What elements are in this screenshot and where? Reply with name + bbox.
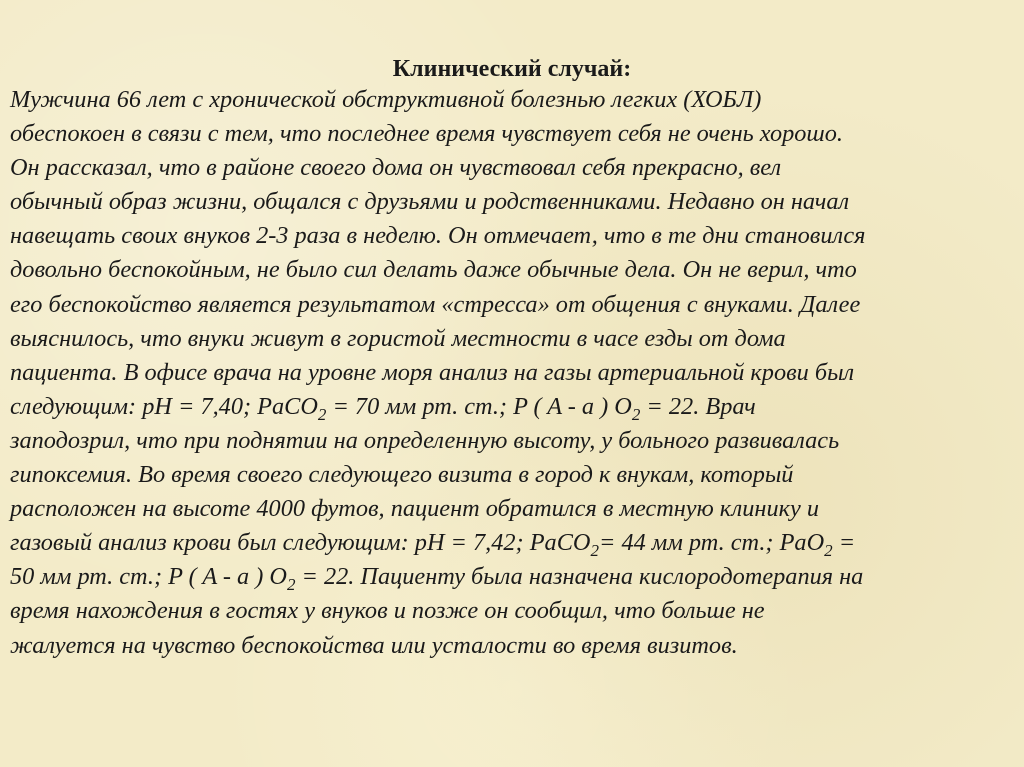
text-run: следующим: pH = 7,40; PaCO: [10, 392, 318, 420]
text-run: =: [832, 529, 856, 557]
text-run: 50 мм рт. ст.; P ( A - a ) O: [10, 563, 287, 591]
text-run: гипоксемия. Во время своего следующего визита в город к внукам, который: [10, 461, 794, 489]
text-run: = 44 мм рт. ст.; PaO: [598, 529, 825, 557]
text-line: [10, 322, 1014, 356]
text-line: [10, 151, 1014, 185]
subscript: 2: [286, 575, 296, 595]
text-run: = 22. Врач: [640, 392, 756, 420]
text-run: его беспокойство является результатом «стресса» от общения с внуками. Далее: [10, 290, 861, 318]
text-line: [10, 390, 1014, 424]
subscript: 2: [317, 404, 327, 424]
text-run: обычный образ жизни, общался с друзьями и родственниками. Недавно он начал: [10, 188, 850, 216]
text-line: [10, 117, 1014, 151]
text-line: [10, 185, 1014, 219]
text-line: [10, 458, 1014, 492]
text-line: [10, 526, 1014, 560]
text-line: [10, 424, 1014, 458]
text-line: [10, 253, 1014, 287]
text-line: [10, 219, 1014, 253]
text-run: = 22. Пациенту была назначена кислородотерапия на: [295, 563, 864, 591]
slide-title: Клинический случай:: [392, 56, 632, 82]
text-run: = 70 мм рт. ст.; P ( A - a ) O: [326, 392, 632, 420]
text-line: [10, 83, 1014, 117]
text-run: довольно беспокойным, не было сил делать даже обычные дела. Он не верил, что: [10, 256, 857, 284]
text-run: расположен на высоте 4000 футов, пациент обратился в местную клинику и: [10, 495, 819, 523]
text-run: Мужчина 66 лет с хронической обструктивной болезнью легких (ХОБЛ): [10, 86, 762, 113]
subscript: 2: [631, 404, 641, 424]
text-run: пациента. В офисе врача на уровне моря анализ на газы артериальной крови был: [10, 358, 855, 386]
text-run: жалуется на чувство беспокойства или усталости во время визитов.: [10, 631, 738, 659]
text-line: [10, 288, 1014, 322]
text-run: Он рассказал, что в районе своего дома он чувствовал себя прекрасно, вел: [10, 154, 782, 182]
text-line: [10, 356, 1014, 390]
case-description: [10, 83, 1014, 663]
text-run: время нахождения в гостях у внуков и позже он сообщил, что больше не: [10, 597, 765, 625]
text-line: [10, 560, 1014, 594]
text-run: газовый анализ крови был следующим: pH = 7,42; PaCO: [10, 529, 591, 557]
text-line: [10, 492, 1014, 526]
text-run: выяснилось, что внуки живут в гористой местности в часе езды от дома: [10, 324, 786, 352]
subscript: 2: [824, 541, 833, 561]
text-run: навещать своих внуков 2-3 раза в неделю. Он отмечает, что в те дни становился: [10, 222, 866, 250]
text-line: [10, 629, 1014, 663]
text-run: заподозрил, что при поднятии на определенную высоту, у больного развивалась: [10, 426, 840, 454]
text-line: [10, 594, 1014, 628]
subscript: 2: [590, 541, 599, 561]
text-run: обеспокоен в связи с тем, что последнее время чувствует себя не очень хорошо.: [10, 120, 843, 148]
